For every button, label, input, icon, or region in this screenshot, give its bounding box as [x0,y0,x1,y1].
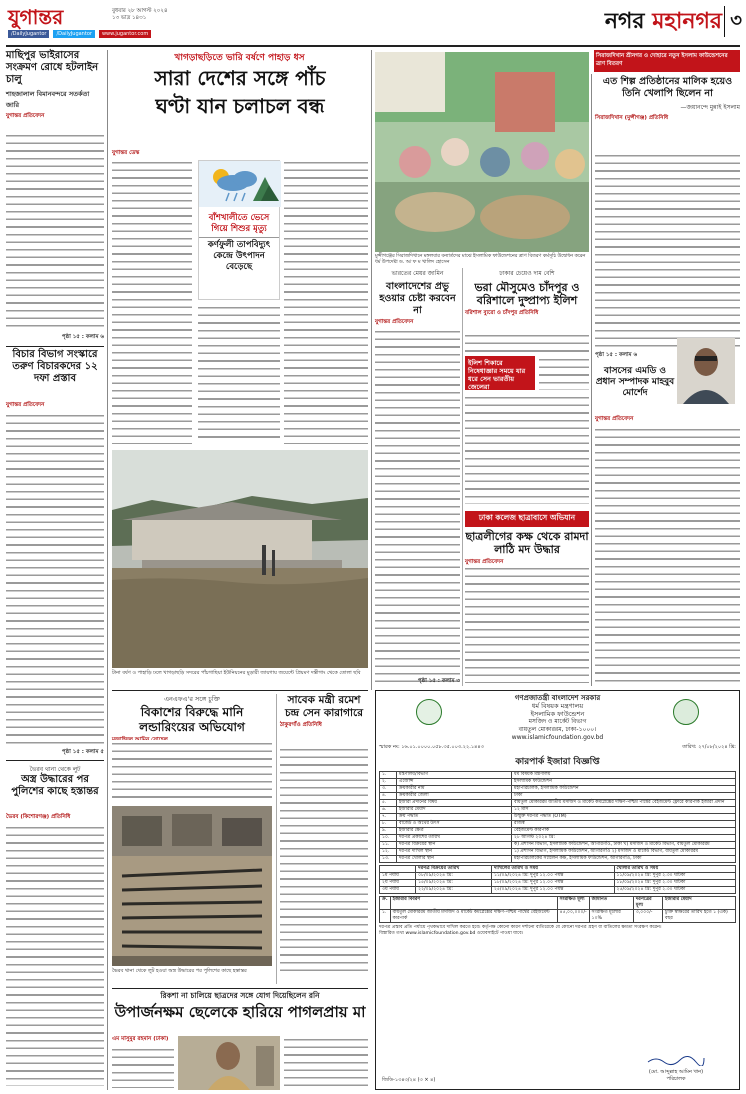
story-minister-headline[interactable]: সাবেক মন্ত্রী রমেশ চন্দ্র সেন কারাগারে [284,694,364,719]
story-rickshaw-kicker: রিকশা না চালিয়ে ছাত্রদের সঙ্গে যোগ দিয়েছিলেন রনি [112,988,368,1003]
section-rule [112,690,368,691]
tender-row-label: ক্রয় পদ্ধতি [397,814,512,821]
tender-row [380,800,736,807]
price-head-cell: জামানত [589,897,633,910]
tender-row-label: ক্রয়কারীর জেলা [397,793,512,800]
tender-website[interactable]: www.islamicfoundation.gov.bd [511,734,604,741]
tender-row [380,814,736,821]
tender-row-value: মহাপরিচালক, ইসলামিক ফাউন্ডেশন [512,786,736,793]
social-bar [8,30,258,38]
tender-row-value: ২৮ আগস্ট ২০২৪ খ্রি: [512,835,736,842]
story-left3-body [6,824,104,1086]
column-rule [591,74,592,686]
lead-photo-caption: টানা বর্ষণ ও পাহাড়ি ঢলে খাগড়াছড়ি সদরের পাঁচগাছিয়া ইউনিয়নের মুড়ারী জায়গায় জয়েন্টে প্রিয়মণ দন্তীগাং থেকে তোলা ছবি [112,670,361,676]
portrait-photo[interactable] [677,338,735,404]
schedule-row [380,880,736,887]
story-left3-kicker: ভৈরব থানা থেকে লুট [29,766,81,773]
tender-row [380,779,736,786]
lead-inset [198,160,280,300]
price-head-cell: দরপত্রের মূল্য [633,897,662,910]
tender-row [380,842,736,849]
relief-distribution-photo [375,52,589,252]
tender-row [380,772,736,779]
tender-ad [375,690,740,1090]
tender-row [380,786,736,793]
facebook-link[interactable]: /DailyJugantor [8,30,49,38]
story-nfa-headline[interactable]: বিকাশের বিরুদ্ধে মানি লন্ডারিংয়ের অভিযোগ [139,705,245,734]
tender-table [379,771,736,863]
story-hilsa-headline[interactable]: ভরা মৌসুমেও চাঁদপুর ও বরিশালে দুষ্প্রাপ্য ইলিশ [474,281,580,307]
tender-row [380,849,736,856]
story-bangladesh [375,268,460,686]
person-portrait [677,338,735,404]
schedule-row [380,873,736,880]
price-cell: ৪৫,০০,০০০/- [557,910,589,923]
tender-note: বিস্তারিত তথ্য www.islamicfoundation.gov.bd ওয়েবসাইটে পাওয়া যাবে। [379,931,524,936]
section-title-b: মহানগর [652,8,722,34]
column-rule [276,694,277,984]
tender-org: ইসলামিক ফাউন্ডেশন [530,710,585,718]
tender-row-label: ক্রয়কারীর নাম [397,786,512,793]
tender-row [380,821,736,828]
schedule-cell: ১৮/০৯/২০২৪ খ্রি: দুপুর ১২.০০ পর্যন্ত [491,880,614,887]
lead-body-col1 [112,159,192,444]
story-left2-headline[interactable]: বিচার বিভাগ সংস্কারে তরুণ বিচারকদের ১২ দফা প্রস্তাব [12,349,98,384]
tender-row-label: দরপত্র দাখিল স্থান [397,849,512,856]
tender-date: তারিখ: ২৭/০৮/২০২৪ খ্রি: [682,744,736,750]
tender-row-value: ১) প্রশাসন বিভাগ, ইসলামিক ফাউন্ডেশন, আগারগাঁও ২) মসজিদ ও মার্কেট বিভাগ, বায়তুল মোকাররম [512,849,736,856]
tender-row-value: মহাপরিচালকের সম্মেলন কক্ষ, ইসলামিক ফাউন্ডেশন, আগারগাঁও, ঢাকা [512,856,736,863]
top-strip-right[interactable]: সিরাজদিখান শ্রীনগর ও দোহারে নতুন ইসলাম ফাউন্ডেশনের ত্রাণ বিতরণ [594,50,740,72]
relief-photo[interactable] [375,52,589,252]
right-column [595,76,740,686]
schedule-head: দাখিলের তারিখ ও সময় [491,866,614,873]
tender-row-label: দরপত্র প্রকাশের তারিখ [397,835,512,842]
weapons-photo[interactable] [112,806,272,966]
story-bangladesh-kicker: ভারতের মেয়র জামিন [391,270,444,277]
column-rule [371,50,372,690]
story-right2-byline: যুগান্তর প্রতিবেদন [595,416,634,422]
schedule-cell: ০৮/০৯/২০২৪ খ্রি: [416,873,492,880]
story-bangladesh-byline: যুগান্তর প্রতিবেদন [375,319,414,325]
story-minister-body [280,746,368,976]
tender-row-number: ১২. [380,849,397,856]
lead-headline-line1[interactable]: সারা দেশের সঙ্গে পাঁচ [154,66,326,90]
schedule-cell: ২৫/০৯/২০২৪ খ্রি: দুপুর ২.৩০ ঘটিকা [614,887,735,894]
schedule-cell: ১৫/০৯/২০২৪ খ্রি: [416,880,492,887]
tender-row-number: ৮. [380,821,397,828]
tender-row [380,856,736,863]
tender-row-label: দরপত্র খোলার স্থান [397,856,512,863]
twitter-link[interactable]: /DailyJugantor [53,30,94,38]
schedule-cell: ২য় পর্যায় [380,880,416,887]
tender-row-label: এজেন্সি [397,779,512,786]
story-left1-subhead: শাহজালাল বিমানবন্দরে সতর্কতা জারি [6,90,90,109]
tender-row-number: ১০. [380,835,397,842]
story-hilsa-kicker: ঢাকার চেয়েও দাম বেশি [499,270,555,277]
lead-photo[interactable] [112,450,368,668]
weapons-recovery-photo [112,806,272,966]
story-dhaka-college-banner[interactable]: ঢাকা কলেজ ছাত্রাবাসে অভিযান [465,511,589,527]
column-rule [107,50,108,1090]
tender-row-number: ৫. [380,800,397,807]
story-left2-body [6,412,104,747]
story-nfa [112,694,272,984]
tender-row-value: ধর্ম বিষয়ক মন্ত্রণালয় [512,772,736,779]
tender-row [380,835,736,842]
jump-mark[interactable]: পৃষ্ঠা ১৫ : কলাম ৬ [595,352,638,358]
price-head-cell: ইজারার মেয়াদ [662,897,735,910]
newspaper-logo[interactable]: যুগান্তর [8,5,64,29]
top-strip-left[interactable]: খাগড়াছড়িতে ভারি বর্ষণে পাহাড় ধস [174,53,305,63]
price-cell: ১. [380,910,391,923]
story-right2-headline[interactable]: বাসসের এমডি ও প্রধান সম্পাদক মাহবুব মোর্শেদ [595,366,675,398]
story-bangladesh-body [375,328,460,683]
tender-note: দরপত্র প্রস্তাব প্রতি পর্যায়ে পৃথকভাবে দাখিল করতে হবে। কর্তৃপক্ষ কোনো কারণ দর্শানো ব্যতিরেকে যে কোনো দরপত্র গ্রহণ বা বাতিলের ক্ষমতা সংরক্ষণ করেন। [379,925,662,930]
tender-row-number: ১৩. [380,856,397,863]
page-number: ৩ [724,6,742,37]
masthead-rule [6,45,740,47]
tender-row-number: ১১. [380,842,397,849]
story-hilsa [465,268,589,508]
left-column [6,50,104,1090]
story-left1-headline[interactable]: মাছিপুর ভাইরাসের সংক্রমণ রোধে হটলাইন চালু [6,50,99,85]
rain-cloud-icon [199,161,281,207]
tender-address: বায়তুল মোকাররম, ঢাকা-১০০০। [518,726,597,733]
lead-body-col2 [284,159,368,444]
tender-row-label: মন্ত্রণালয়/বিভাগ [397,772,512,779]
story-right1-byline: সিরাজদিখান (মুন্সীগঞ্জ) প্রতিনিধি [595,115,669,121]
lead-byline: যুগান্তর ডেস্ক [112,150,140,156]
tender-row-number: ৭. [380,814,397,821]
story-left1-byline: যুগান্তর প্রতিবেদন [6,113,45,119]
lead-body-col-mid [198,304,280,444]
signature-icon [646,1054,706,1066]
schedule-cell: ২৫/০৯/২০২৪ খ্রি: দুপুর ১২.০০ পর্যন্ত [491,887,614,894]
tender-row [380,807,736,814]
story-rickshaw [112,988,368,1090]
jump-mark[interactable]: পৃষ্ঠা ১৫ : কলাম ৩ [417,678,460,684]
story-left3-byline: ভৈরব (কিশোরগঞ্জ) প্রতিনিধি [6,814,71,820]
story-right1-headline[interactable]: এত শিল্প প্রতিষ্ঠানের মালিক হয়েও তিনি খেলাপি ছিলেন না [602,76,733,99]
column-rule [462,268,463,686]
schedule-cell: ২২/০৯/২০২৪ খ্রি: [416,887,492,894]
date-line [112,8,168,22]
price-head-cell: ক্র. [380,897,391,910]
story-hilsa-body1 [465,332,589,354]
tender-row [380,793,736,800]
story-dhaka-college-body [465,565,589,683]
story-dhaka-college-byline: যুগান্তর প্রতিবেদন [465,559,504,565]
tender-row-number: ৪. [380,793,397,800]
schedule-head: খোলার তারিখ ও সময় [614,866,735,873]
story-left1-body [6,132,104,332]
signature-title: পরিচালক [666,1076,686,1082]
price-head-cell: সংরক্ষিত মূল্য [557,897,589,910]
story-left2-byline: যুগান্তর প্রতিবেদন [6,402,45,408]
schedule-cell: ১৮/০৯/২০২৪ খ্রি: দুপুর ২.৩০ ঘটিকা [614,880,735,887]
price-cell: বায়তুল মোকাররম জাতীয় মসজিদ ও মার্কেট কমপ্লেক্সের দক্ষিণ-পশ্চিম পার্শ্বের বেইজমেন্ট কারপার্ক [390,910,557,923]
tender-row-value: বেইজমেন্ট কারপার্ক [512,828,736,835]
govt-seal-icon [416,699,442,725]
story-right1-subhead: —জয়ানন্দে মুন্নাই ইসলাম [680,104,740,111]
story-hilsa-body2 [539,356,589,390]
tender-row-value: ঢাকা [512,793,736,800]
signature-name: (মো. আব্দুল্লাহ আমিন খান) [648,1069,704,1075]
tender-price-table [379,896,736,923]
story-rickshaw-headline[interactable]: উপার্জনক্ষম ছেলেকে হারিয়ে পাগলপ্রায় মা [114,1003,366,1021]
tender-title: কারপার্ক ইজারা বিজ্ঞপ্তি [515,757,600,767]
tender-row-value: ১২ মাস [512,807,736,814]
tender-row [380,828,736,835]
schedule-row [380,887,736,894]
jump-mark[interactable]: পৃষ্ঠা ১৫ : কলাম ৫ [61,749,104,755]
story-minister-byline: ঠাকুরগাঁও প্রতিনিধি [280,722,322,728]
schedule-cell: ৩য় পর্যায় [380,887,416,894]
tender-row-label: দরপত্র বিক্রয়ের স্থান [397,842,512,849]
price-cell: সংরক্ষিত মূল্যের ১০% [589,910,633,923]
lead-story [112,64,368,686]
tender-row-number: ২. [380,779,397,786]
tender-row-value: রাজস্ব [512,821,736,828]
story-rickshaw-body2 [284,1036,368,1088]
lead-inset-sub[interactable]: কর্ণফুলী তাপবিদ্যুৎ কেন্দ্রে উৎপাদন বেড়েছে [199,237,279,275]
divider [6,346,104,347]
schedule-cell: ১১/০৯/২০২৪ খ্রি: দুপুর ১২.০০ পর্যন্ত [491,873,614,880]
schedule-cell: ১ম পর্যায় [380,873,416,880]
story-rickshaw-byline: এম মাসুমুর রহমান (ঢাকা) [112,1036,169,1042]
price-cell: চুক্তি স্বাক্ষরের তারিখ হতে ১ (এক) বছর [662,910,735,923]
jump-mark[interactable]: পৃষ্ঠা ১৫ : কলাম ৬ [61,334,104,340]
story-nfa-kicker: এনএফএ'র সঙ্গে চুক্তি [164,695,220,703]
section-title-a: নগর [604,8,645,34]
tender-row-value: ক) প্রশাসন বিভাগ, ইসলামিক ফাউন্ডেশন, আগারগাঁও, ঢাকা খ) মসজিদ ও মার্কেট বিভাগ, বায়তুল মোকাররম [512,842,736,849]
tender-row-value: বায়তুল মোকাররম জাতীয় মসজিদ ও মার্কেট কমপ্লেক্সের দক্ষিণ-পশ্চিম পার্শ্বের বেইজমেন্ট ফ্লোরে কারপার্ক ইজারা প্রদান [512,800,736,807]
relief-photo-caption: মুন্সীগঞ্জের সিরাজদিখানে মঙ্গলবার বন্যার্তদের মাঝে ইসলামিক ফাউন্ডেশনের ত্রাণ বিতরণ কর্মসূচি উদ্বোধন করেন ধর্ম উপদেষ্টা ড. আ ফ ম খালিদ হোসেন [375,254,586,265]
tender-ministry: ধর্ম বিষয়ক মন্ত্রণালয় [531,702,584,710]
section-title [605,4,722,41]
story-hilsa-callout: ইলিশ শিকারে নিষেধাজ্ঞার সময়ে যার ধরে সেন ভারতীয় জেলেরা [465,356,535,390]
story-rickshaw-body1 [112,1046,174,1088]
price-cell: ৩,০০০/- [633,910,662,923]
story-dhaka-college-headline[interactable]: ছাত্রলীগের কক্ষ থেকে রামদা লাঠি মদ উদ্ধার [465,530,589,556]
mother-portrait [178,1036,280,1090]
story-hilsa-body3 [465,394,589,504]
tender-notes [379,925,736,937]
tender-row-value: উন্মুক্ত দরপত্র পদ্ধতি (OTM) [512,814,736,821]
tender-row-number: ৯. [380,828,397,835]
schedule-cell: ১১/০৯/২০২৪ খ্রি: দুপুর ২.৩০ ঘটিকা [614,873,735,880]
tender-row-number: ১. [380,772,397,779]
price-head-cell: ইজারার বিবরণ [390,897,557,910]
mother-photo[interactable] [178,1036,280,1090]
tender-row-label: বাজেট ও অর্থের উৎস [397,821,512,828]
tender-division: মসজিদ ও মার্কেট বিভাগ [528,718,587,725]
date-bangla: ১৩ ভাদ্র ১৪৩১ [112,15,147,21]
tender-row-number: ৬. [380,807,397,814]
weapons-photo-caption: ভৈরব থানা থেকে লুট হওয়া অস্ত্র উদ্ধারের পর পুলিশের কাছে হস্তান্তর [112,968,247,974]
schedule-head: দরপত্র বিক্রয়ের তারিখ [416,866,492,873]
story-minister [280,694,368,984]
tender-row-value: ইসলামিক ফাউন্ডেশন [512,779,736,786]
story-right2-body [595,426,740,682]
tender-row-label: ইজারার ক্ষেত্র [397,828,512,835]
tender-gov-line: গণপ্রজাতন্ত্রী বাংলাদেশ সরকার [514,694,601,702]
tender-row-label: ইজারা প্রদানের বিষয় [397,800,512,807]
story-left3-headline[interactable]: অস্ত্র উদ্ধারের পর পুলিশের কাছে হস্তান্তর [11,774,99,797]
lead-inset-headline[interactable]: বাঁশখালীতে ভেসে গিয়ে শিশুর মৃত্যু [208,213,270,234]
website-link[interactable]: www.jugantor.com [99,30,151,38]
tender-schedule-table [379,865,736,894]
story-bangladesh-headline[interactable]: বাংলাদেশের প্রভু হওয়ার চেষ্টা করবেন না [379,281,456,316]
story-right1-body [595,152,740,350]
date-gregorian: বুধবার ২৮ আগস্ট ২০২৪ [112,8,168,14]
tender-row-number: ৩. [380,786,397,793]
story-hilsa-byline: বরিশাল ব্যুরো ও চাঁদপুর প্রতিনিধি [465,310,539,316]
lead-headline-line2[interactable]: ঘণ্টা যান চলাচল বন্ধ [155,94,325,118]
story-dhaka-college [465,511,589,686]
islamic-foundation-logo-icon [673,699,699,725]
signature-block [621,1054,731,1083]
story-nfa-body [112,740,272,800]
divider [6,760,104,761]
tender-footer-code: জিডি-১৩৪৩/২৪ (৩ × ৪) [382,1077,436,1083]
tender-memo: স্মারক নং: ১৬.০১.০০০০.০৫৮.৩৫.০০৩.২২.১৪৪৩ [379,744,484,750]
masthead [0,0,746,46]
flood-photo [112,450,368,668]
tender-row-label: ইজারার মেয়াদ [397,807,512,814]
